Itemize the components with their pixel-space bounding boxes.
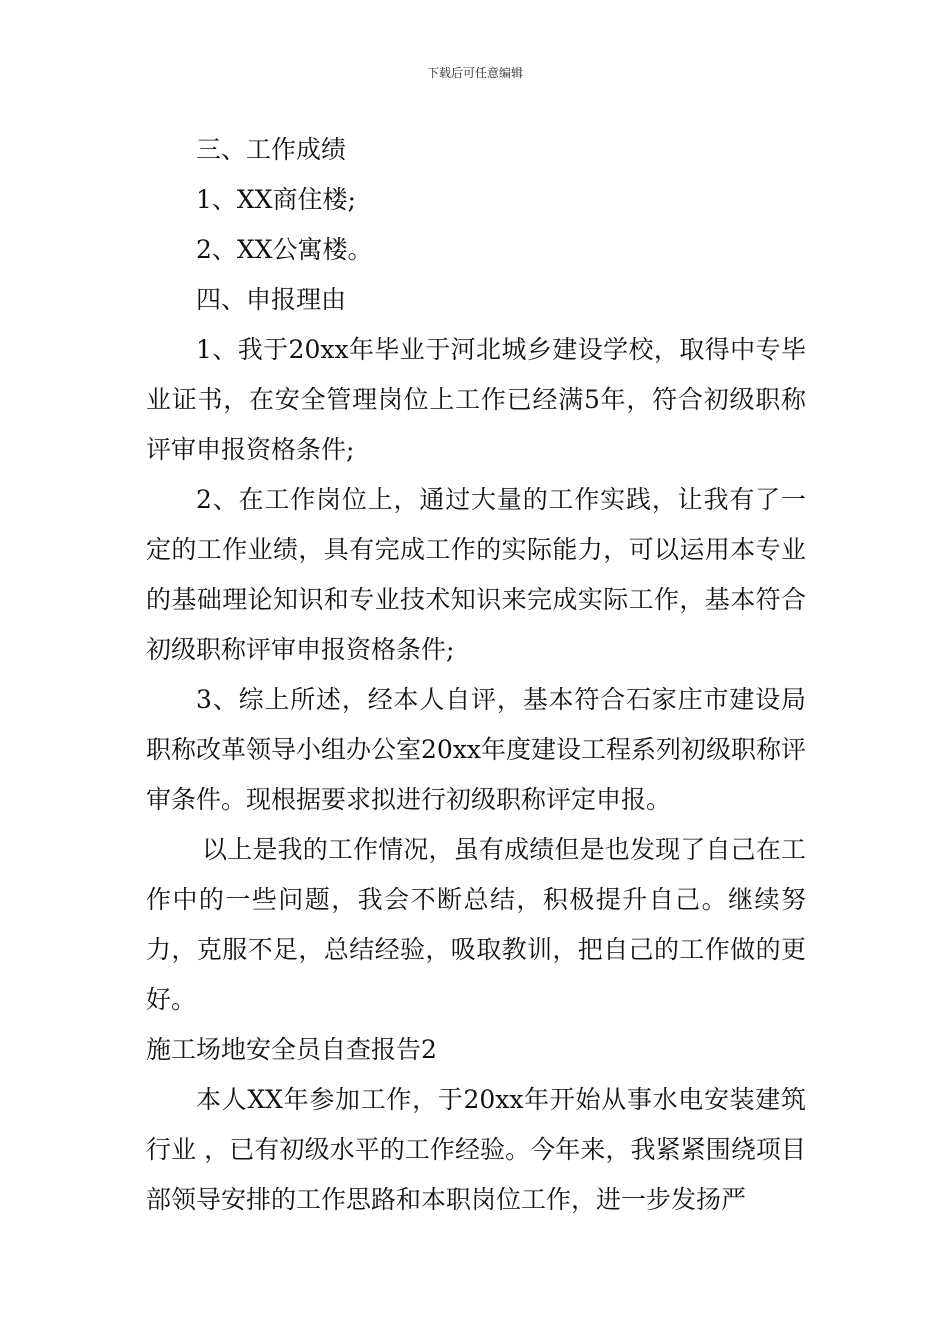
page-header-note: 下载后可任意编辑 (426, 66, 523, 80)
list-item: 1、XX商住楼; (196, 185, 356, 214)
document-body (146, 125, 806, 1225)
body-paragraph: 3、综上所述，经本人自评，基本符合石家庄市建设局职称改革领导小组办公室20xx年度建设工程系列初级职称评审条件。现根据要求拟进行初级职称评定申报。 (146, 685, 807, 814)
list-item: 2、XX公寓楼。 (196, 235, 373, 264)
section-heading-achievements: 三、工作成绩 (196, 135, 347, 164)
body-paragraph: 1、我于20xx年毕业于河北城乡建设学校，取得中专毕业证书，在安全管理岗位上工作已经满5年，符合初级职称评审申报资格条件; (146, 335, 806, 464)
document-title: 施工场地安全员自查报告2 (146, 1035, 437, 1064)
body-paragraph: 2、在工作岗位上，通过大量的工作实践，让我有了一定的工作业绩，具有完成工作的实际能力，可以运用本专业的基础理论知识和专业技术知识来完成实际工作，基本符合初级职称评审申报资格条件; (146, 485, 806, 664)
body-paragraph: 以上是我的工作情况，虽有成绩但是也发现了自己在工作中的一些问题，我会不断总结，积极提升自己。继续努力，克服不足，总结经验，吸取教训，把自己的工作做的更好。 (146, 835, 806, 1014)
body-paragraph: 本人XX年参加工作，于20xx年开始从事水电安装建筑行业 ，已有初级水平的工作经验。今年来，我紧紧围绕项目部领导安排的工作思路和本职岗位工作，进一步发扬严 (146, 1085, 806, 1214)
section-heading-reasons: 四、申报理由 (196, 285, 347, 314)
